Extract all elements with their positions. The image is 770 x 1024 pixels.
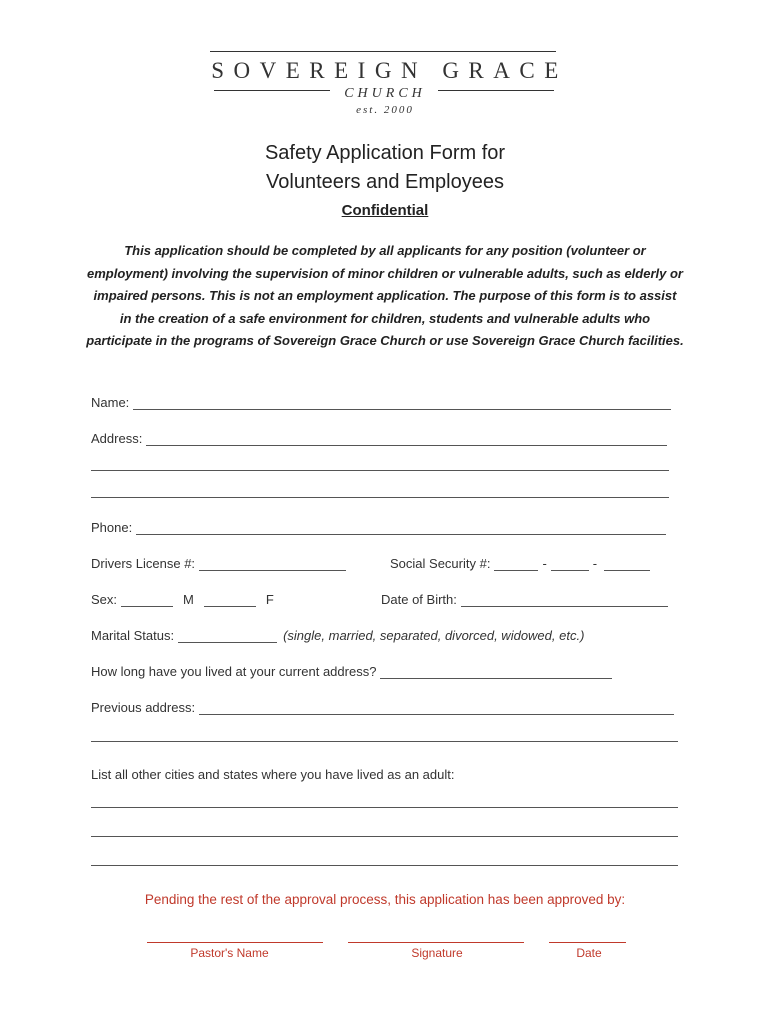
dob-label: Date of Birth: bbox=[381, 592, 457, 607]
ssn-field[interactable] bbox=[390, 556, 650, 571]
address-field[interactable] bbox=[91, 431, 667, 446]
sex-field[interactable] bbox=[91, 592, 274, 607]
sex-f-label: F bbox=[265, 592, 274, 607]
name-label: Name: bbox=[91, 395, 130, 410]
ssn-label: Social Security #: bbox=[390, 556, 491, 571]
sex-f-blank[interactable] bbox=[204, 594, 256, 607]
ssn-blank-1[interactable] bbox=[494, 558, 538, 571]
ssn-sep-2: - bbox=[592, 556, 598, 571]
ssn-blank-3[interactable] bbox=[604, 558, 650, 571]
dob-field[interactable] bbox=[381, 592, 668, 607]
previous-address-field[interactable] bbox=[91, 700, 674, 715]
cities-label: List all other cities and states where you have lived as an adult: bbox=[91, 767, 455, 782]
logo-name: SOVEREIGN GRACE bbox=[211, 58, 568, 83]
ssn-sep-1: - bbox=[542, 556, 547, 571]
signature-line[interactable] bbox=[348, 942, 524, 943]
sex-label: Sex: bbox=[91, 592, 118, 607]
sex-m-label: M bbox=[183, 592, 194, 607]
cities-line-2[interactable] bbox=[91, 836, 678, 837]
previous-address-line-2[interactable] bbox=[91, 741, 678, 742]
logo-top-rule bbox=[210, 51, 556, 52]
previous-address-blank[interactable] bbox=[199, 702, 674, 715]
confidential-label: Confidential bbox=[341, 202, 429, 219]
logo-sub: CHURCH bbox=[344, 86, 426, 101]
pastor-name-label: Pastor's Name bbox=[190, 946, 269, 960]
signature-label: Signature bbox=[411, 946, 463, 960]
logo-est: est. 2000 bbox=[356, 104, 414, 116]
marital-label: Marital Status: bbox=[91, 628, 175, 643]
address-line-2[interactable] bbox=[91, 470, 669, 471]
form-title-line1: Safety Application Form for bbox=[264, 142, 506, 164]
phone-blank[interactable] bbox=[136, 522, 666, 535]
how-long-blank[interactable] bbox=[380, 666, 612, 679]
previous-address-label: Previous address: bbox=[91, 700, 196, 715]
drivers-license-label: Drivers License #: bbox=[91, 556, 196, 571]
address-label: Address: bbox=[91, 431, 143, 446]
pastor-name-line[interactable] bbox=[147, 942, 323, 943]
name-blank[interactable] bbox=[133, 397, 671, 410]
form-title-line2: Volunteers and Employees bbox=[266, 171, 504, 193]
name-field[interactable] bbox=[91, 395, 671, 410]
cities-line-1[interactable] bbox=[91, 807, 678, 808]
date-line[interactable] bbox=[549, 942, 626, 943]
how-long-field[interactable] bbox=[91, 664, 612, 679]
date-label: Date bbox=[576, 946, 602, 960]
approval-text: Pending the rest of the approval process, this application has been approved by: bbox=[144, 892, 626, 907]
intro-paragraph: This application should be completed by all applicants for any position (volunteer or employment) involving the supervision of minor children or vulnerable adults, such as elderly or impaired persons. This is not an employment application. The purpose of this form is to assist in the creation of a safe environment for children, students and vulnerable adults who participate in the programs of Sovereign Grace Church or use Sovereign Grace Church facilities. bbox=[86, 243, 684, 349]
ssn-blank-2[interactable] bbox=[551, 558, 589, 571]
marital-field[interactable] bbox=[91, 628, 584, 643]
cities-field bbox=[91, 767, 455, 782]
address-line-3[interactable] bbox=[91, 497, 669, 498]
phone-label: Phone: bbox=[91, 520, 133, 535]
marital-blank[interactable] bbox=[178, 630, 277, 643]
how-long-label: How long have you lived at your current address? bbox=[91, 664, 377, 679]
address-blank[interactable] bbox=[146, 433, 667, 446]
drivers-license-blank[interactable] bbox=[199, 558, 346, 571]
sex-m-blank[interactable] bbox=[121, 594, 173, 607]
drivers-license-field[interactable] bbox=[91, 556, 346, 571]
phone-field[interactable] bbox=[91, 520, 666, 535]
marital-note: (single, married, separated, divorced, widowed, etc.) bbox=[283, 628, 585, 643]
dob-blank[interactable] bbox=[461, 594, 668, 607]
cities-line-3[interactable] bbox=[91, 865, 678, 866]
